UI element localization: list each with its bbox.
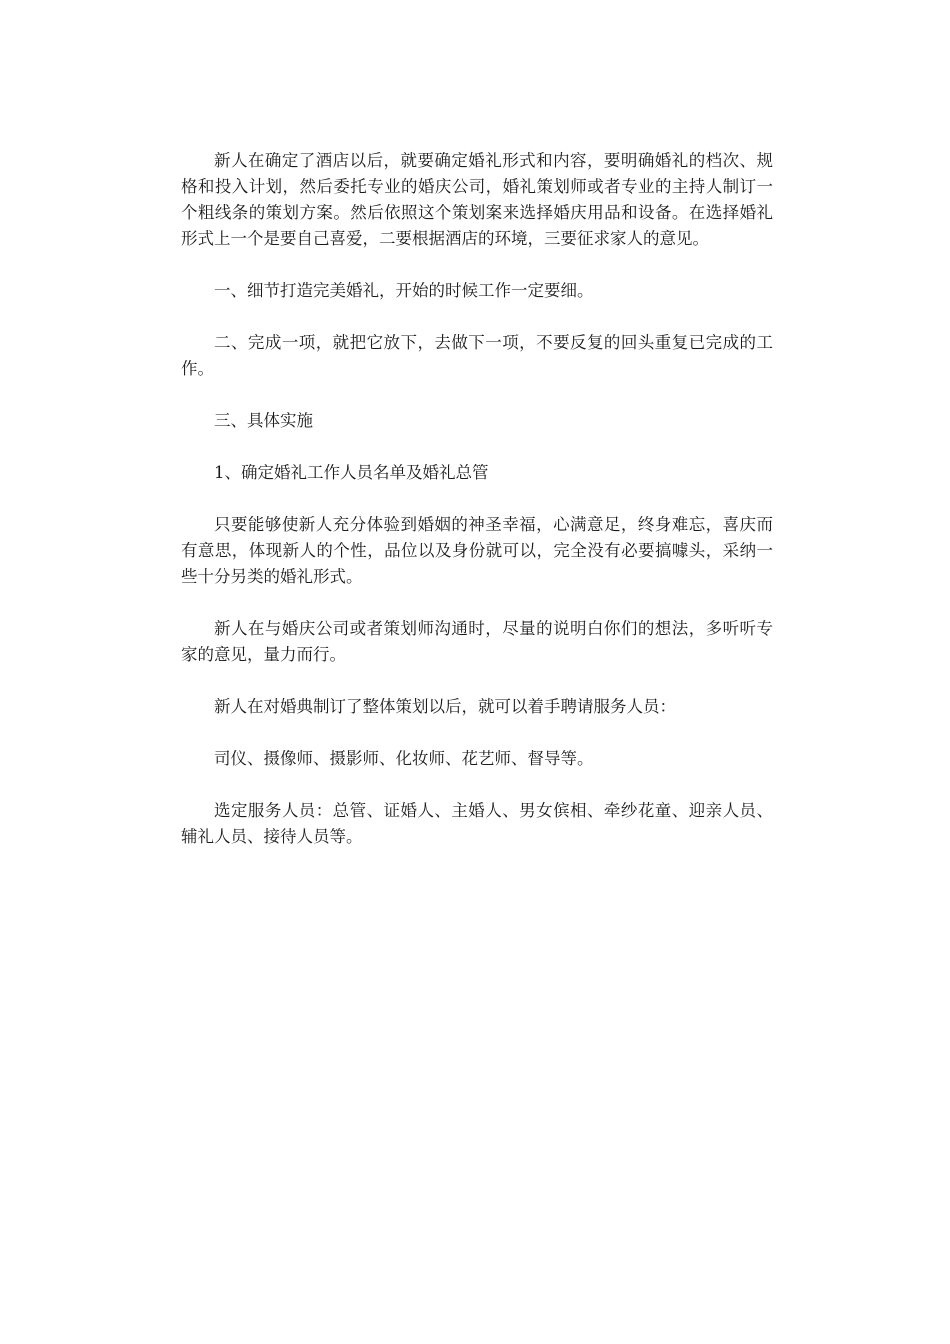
intro-paragraph: 新人在确定了酒店以后，就要确定婚礼形式和内容，要明确婚礼的档次、规格和投入计划，然后委托专业的婚庆公司，婚礼策划师或者专业的主持人制订一个粗线条的策划方案。然后依照这个策划案来选择婚庆用品和设备。在选择婚礼形式上一个是要自己喜爱，二要根据酒店的环境，三要征求家人的意见。 — [181, 151, 773, 248]
document-body — [181, 148, 773, 876]
section-heading-implementation: 三、具体实施 — [214, 411, 313, 430]
subheading-staff-list: 1、确定婚礼工作人员名单及婚礼总管 — [214, 463, 489, 482]
point-one-paragraph: 一、细节打造完美婚礼，开始的时候工作一定要细。 — [214, 281, 594, 300]
body-paragraph-selected-staff: 选定服务人员：总管、证婚人、主婚人、男女傧相、牵纱花童、迎亲人员、辅礼人员、接待人员等。 — [181, 801, 773, 846]
body-paragraph-hiring: 新人在对婚典制订了整体策划以后，就可以着手聘请服务人员： — [214, 697, 676, 716]
body-paragraph-communication: 新人在与婚庆公司或者策划师沟通时，尽量的说明白你们的想法，多听听专家的意见，量力而行。 — [181, 619, 773, 664]
body-paragraph-service-roles: 司仪、摄像师、摄影师、化妆师、花艺师、督导等。 — [214, 749, 594, 768]
body-paragraph-experience: 只要能够使新人充分体验到婚姻的神圣幸福，心满意足，终身难忘，喜庆而有意思，体现新人的个性，品位以及身份就可以，完全没有必要搞噱头，采纳一些十分另类的婚礼形式。 — [181, 515, 773, 586]
point-two-paragraph: 二、完成一项，就把它放下，去做下一项，不要反复的回头重复已完成的工作。 — [181, 333, 773, 378]
